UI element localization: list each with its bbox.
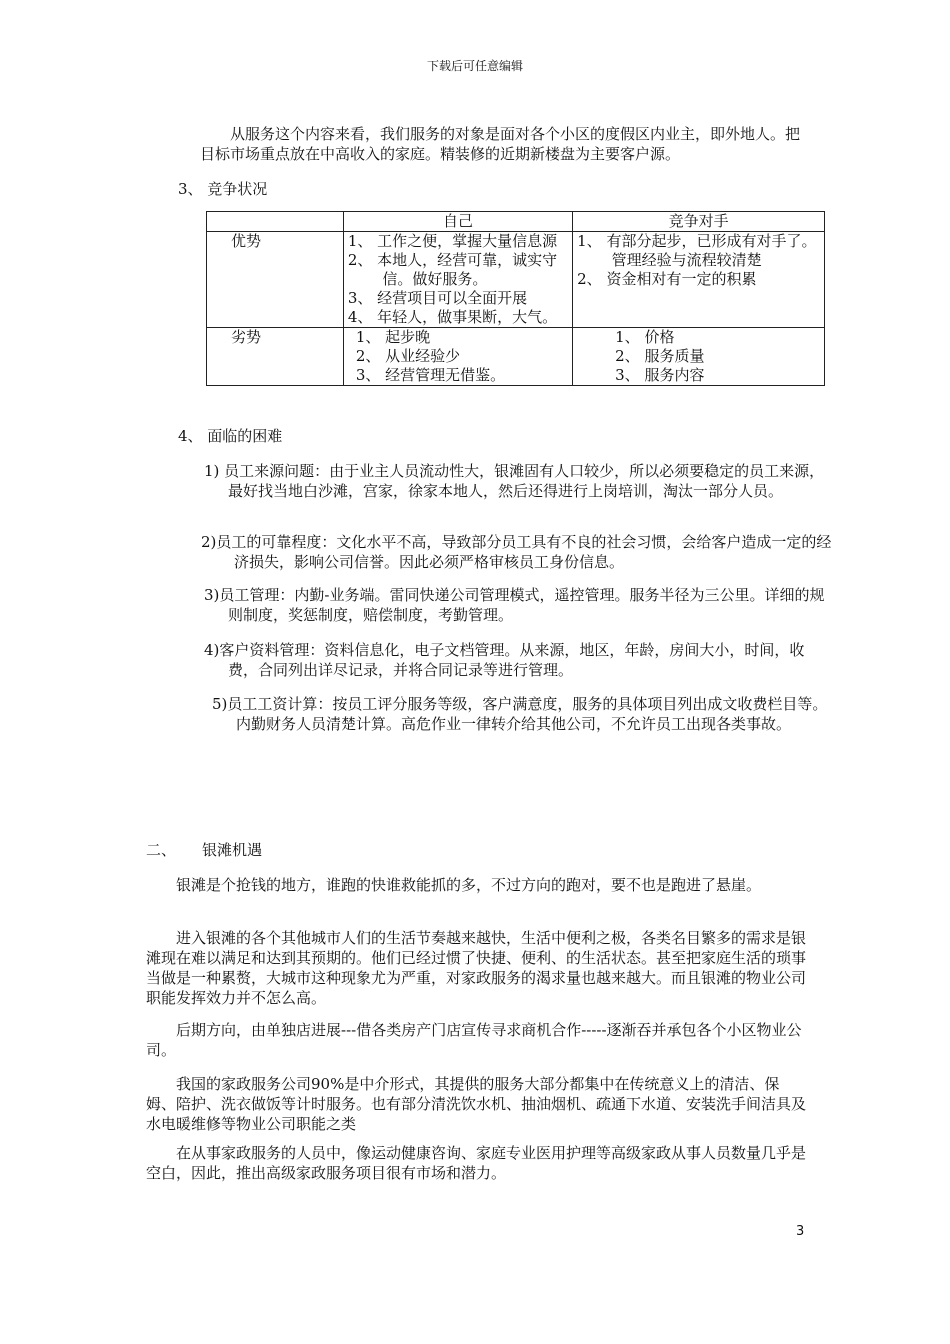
section-3-title: 3、 竞争状况 [178,180,268,198]
difficulty-item-2: 2)员工的可靠程度：文化水平不高，导致部分员工具有不良的社会习惯，会给客户造成一定的经济损失，影响公司信誉。因此必须严格审核员工身份信息。 [201,533,832,571]
row-label: 劣势 [207,328,344,386]
difficulty-item-1: 1) 员工来源问题：由于业主人员流动性大，银滩固有人口较少，所以必须要稳定的员工来源，最好找当地白沙滩，宫家，徐家本地人，然后还得进行上岗培训，淘汰一部分人员。 [204,462,825,500]
table-row-advantage [207,232,825,328]
part-2-paragraph-3: 后期方向，由单独店进展---借各类房产门店宣传寻求商机合作-----逐渐吞并承包各个小区物业公司。 [146,1021,802,1059]
table-row-disadvantage [207,328,825,386]
self-disadvantages [343,328,572,386]
table-header-row [207,212,825,232]
list-item: 1、 价格 [615,328,675,346]
page-header: 下载后可任意编辑 [426,59,523,73]
table-header-rival: 竞争对手 [573,212,825,232]
list-item: 2、 从业经验少 [355,347,461,365]
rival-advantages [573,232,825,328]
list-item: 2、 资金相对有一定的积累 [577,270,757,288]
list-item: 2、 服务质量 [615,347,705,365]
row-label: 优势 [207,232,344,328]
rival-disadvantages [573,328,825,386]
list-item: 3、 服务内容 [615,366,705,384]
difficulty-item-4: 4)客户资料管理：资料信息化，电子文档管理。从来源，地区，年龄，房间大小，时间，收费，合同列出详尽记录，并将合同记录等进行管理。 [204,641,805,679]
part-2-title: 银滩机遇 [202,841,263,859]
list-item: 3、 经营管理无借鉴。 [355,366,506,384]
part-2-paragraph-4: 我国的家政服务公司90%是中介形式，其提供的服务大部分都集中在传统意义上的清洁、保姆、陪护、洗衣做饭等计时服务。也有部分清洗饮水机、抽油烟机、疏通下水道、安装洗手间洁具及水电暖维修等物业公司职能之类 [146,1075,807,1133]
list-item: 1、 有部分起步，已形成有对手了。管理经验与流程较清楚 [577,232,817,269]
intro-paragraph: 从服务这个内容来看，我们服务的对象是面对各个小区的度假区内业主，即外地人。把目标市场重点放在中高收入的家庭。精装修的近期新楼盘为主要客户源。 [200,125,801,163]
list-item: 1、 工作之便，掌握大量信息源 [347,232,558,250]
list-item: 1、 起步晚 [355,328,431,346]
difficulty-item-3: 3)员工管理：内勤-业务端。雷同快递公司管理模式，遥控管理。服务半径为三公里。详细的规则制度，奖惩制度，赔偿制度，考勤管理。 [204,586,825,624]
section-4-title: 4、 面临的困难 [178,427,283,445]
list-item: 4、 年轻人，做事果断，大气。 [347,308,558,326]
part-2-paragraph-1: 银滩是个抢钱的地方，谁跑的快谁救能抓的多，不过方向的跑对，要不也是跑进了悬崖。 [176,876,762,894]
page-number: 3 [796,1224,805,1239]
difficulty-item-5: 5)员工工资计算：按员工评分服务等级，客户满意度，服务的具体项目列出成文收费栏目等。内勤财务人员清楚计算。高危作业一律转介给其他公司，不允许员工出现各类事故。 [212,695,828,733]
self-advantages [343,232,572,328]
table-header-cell [207,212,344,232]
part-2-paragraph-2: 进入银滩的各个其他城市人们的生活节奏越来越快，生活中便利之极，各类名目繁多的需求是银滩现在难以满足和达到其预期的。他们已经过惯了快捷、便利、的生活状态。甚至把家庭生活的琐事当做是一种累赘，大城市这种现象尤为严重，对家政服务的渴求量也越来越大。而且银滩的物业公司职能发挥效力并不怎么高。 [146,929,807,1007]
part-2-number: 二、 [146,841,177,859]
table-header-self: 自己 [343,212,572,232]
list-item: 3、 经营项目可以全面开展 [347,289,528,307]
list-item: 2、 本地人，经营可靠，诚实守信。做好服务。 [347,251,558,288]
part-2-paragraph-5: 在从事家政服务的人员中，像运动健康咨询、家庭专业医用护理等高级家政从事人员数量几乎是空白，因此，推出高级家政服务项目很有市场和潜力。 [146,1144,807,1182]
competition-table [206,211,825,386]
